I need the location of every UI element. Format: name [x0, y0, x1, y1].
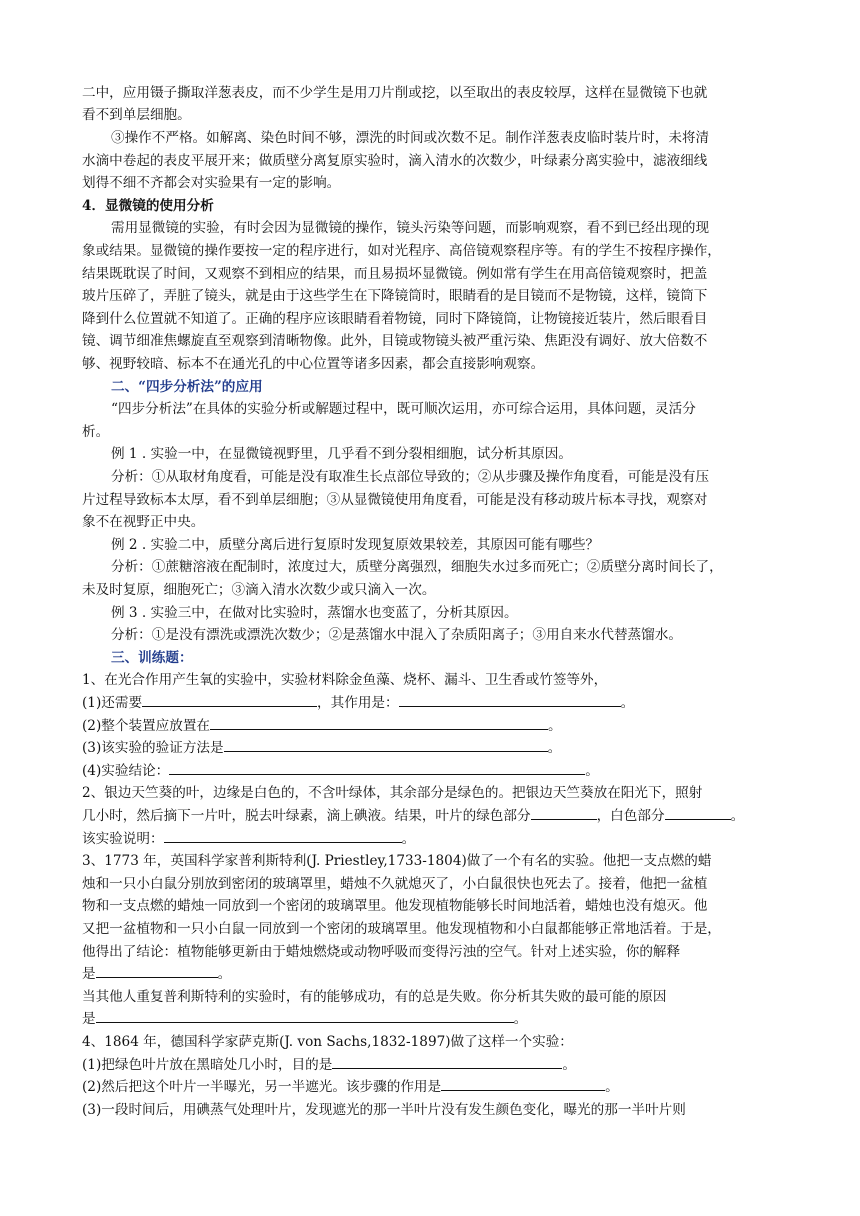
- text-line: 片过程导致标本太厚，看不到单层细胞；③从显微镜使用角度看，可能是没有移动玻片标本寻找，观察对: [82, 492, 708, 508]
- question-line: 几小时，然后摘下一片叶，脱去叶绿素，滴上碘液。结果，叶片的绿色部分 ，白色部分 。: [82, 805, 782, 828]
- question-line: 当其他人重复普利斯特利的实验时，有的能够成功，有的总是失败。你分析其失败的最可能的原因: [82, 989, 667, 1005]
- question-line: (1)把绿色叶片放在黑暗处几小时，目的是 。: [82, 1054, 782, 1077]
- question-line: 1、在光合作用产生氧的实验中，实验材料除金鱼藻、烧杯、漏斗、卫生香或竹签等外，: [82, 672, 608, 688]
- text-line: “四步分析法”在具体的实验分析或解题过程中，既可顺次运用，亦可综合运用，具体问题，灵活分: [111, 401, 696, 417]
- text-line: 象或结果。显微镜的操作要按一定的程序进行，如对光程序、高倍镜观察程序等。有的学生不按程序操作，: [82, 243, 721, 259]
- text-line: ③操作不严格。如解离、染色时间不够，漂洗的时间或次数不足。制作洋葱表皮临时装片时，未将清: [111, 130, 710, 146]
- question-line: 2、银边天竺葵的叶，边缘是白色的，不含叶绿体，其余部分是绿色的。把银边天竺葵放在阳光下，照射: [82, 785, 703, 801]
- text-line: 划得不细不齐都会对实验果有一定的影响。: [82, 175, 341, 191]
- text-line: 二中，应用镊子撕取洋葱表皮，而不少学生是用刀片削或挖，以至取出的表皮较厚，这样在显微镜下也就: [82, 85, 708, 101]
- example-line: 例 3 . 实验三中，在做对比实验时，蒸馏水也变蓝了，分析其原因。: [111, 605, 518, 621]
- section-heading: 二、“四步分析法”的应用: [111, 379, 263, 395]
- answer-blank[interactable]: [169, 760, 585, 775]
- section-heading: 三、训练题：: [111, 650, 193, 666]
- question-line: 又把一盆植物和一只小白鼠一同放到一个密闭的玻璃罩里。他发现植物和小白鼠都能够正常地活着。于是，: [82, 921, 721, 937]
- text-line: 结果既耽误了时间，又观察不到相应的结果，而且易损坏显微镜。例如常有学生在用高倍镜观察时，把盖: [82, 266, 708, 282]
- text-line: 降到什么位置就不知道了。正确的程序应该眼睛看着物镜，同时下降镜筒，让物镜接近装片，然后眼看目: [82, 311, 708, 327]
- question-line: 烛和一只小白鼠分别放到密闭的玻璃罩里，蜡烛不久就熄灭了，小白鼠很快也死去了。接着，他把一盆植: [82, 876, 708, 892]
- question-line: 物和一支点燃的蜡烛一同放到一个密闭的玻璃罩里。他发现植物能够长时间地活着，蜡烛也没有熄灭。他: [82, 898, 708, 914]
- answer-blank[interactable]: [142, 692, 317, 707]
- question-line: 他得出了结论：植物能够更新由于蜡烛燃烧或动物呼吸而变得污浊的空气。针对上述实验，你的解释: [82, 944, 681, 960]
- text-line: 看不到单层细胞。: [82, 107, 191, 123]
- text-line: 析。: [82, 424, 110, 440]
- question-line: (3)一段时间后，用碘蒸气处理叶片，发现遮光的那一半叶片没有发生颜色变化，曝光的那一半叶片则: [82, 1102, 686, 1118]
- answer-blank[interactable]: [399, 692, 621, 707]
- question-line: 3、1773 年，英国科学家普利斯特利(J. Priestley,1733-1804)做了一个有名的实验。他把一支点燃的蜡: [82, 853, 712, 869]
- text-line: 需用显微镜的实验，有时会因为显微镜的操作，镜头污染等问题，而影响观察，看不到已经出现的现: [111, 220, 710, 236]
- answer-blank[interactable]: [332, 1054, 562, 1069]
- question-line: (1)还需要 ，其作用是： 。: [82, 692, 782, 715]
- answer-blank[interactable]: [96, 1008, 514, 1023]
- answer-blank[interactable]: [665, 805, 731, 820]
- question-line: 是 。: [82, 1008, 782, 1031]
- answer-blank[interactable]: [224, 737, 548, 752]
- question-line: (2)整个装置应放置在 。: [82, 715, 782, 738]
- text-line: 镜、调节细准焦螺旋直至观察到清晰物像。此外，目镜或物镜头被严重污染、焦距没有调好、放大倍数不: [82, 333, 708, 349]
- question-line: (2)然后把这个叶片一半曝光，另一半遮光。该步骤的作用是 。: [82, 1076, 782, 1099]
- section-heading: 4．显微镜的使用分析: [82, 198, 214, 214]
- answer-blank[interactable]: [164, 828, 402, 843]
- question-line: (4)实验结论： 。: [82, 760, 782, 783]
- question-line: 4、1864 年，德国科学家萨克斯(J. von Sachs,1832-1897)做了这样一个实验：: [82, 1034, 573, 1050]
- answer-blank[interactable]: [96, 963, 218, 978]
- text-line: 分析：①蔗糖溶液在配制时，浓度过大，质壁分离强烈，细胞失水过多而死亡；②质壁分离时间长了，: [111, 559, 723, 575]
- text-line: 玻片压碎了，弄脏了镜头，就是由于这些学生在下降镜筒时，眼睛看的是目镜而不是物镜，这样，镜筒下: [82, 288, 708, 304]
- text-line: 分析：①从取材角度看，可能是没有取准生长点部位导致的；②从步骤及操作角度看，可能是没有压: [111, 469, 710, 485]
- answer-blank[interactable]: [441, 1076, 605, 1091]
- question-line: 该实验说明： 。: [82, 828, 782, 851]
- text-line: 分析：①是没有漂洗或漂洗次数少；②是蒸馏水中混入了杂质阳离子；③用自来水代替蒸馏水。: [111, 627, 682, 643]
- example-line: 例 1 . 实验一中，在显微镜视野里，几乎看不到分裂相细胞，试分析其原因。: [111, 446, 572, 462]
- question-line: 是 。: [82, 963, 782, 986]
- text-line: 水滴中卷起的表皮平展开来；做质壁分离复原实验时，滴入清水的次数少，叶绿素分离实验中，滤液细线: [82, 153, 708, 169]
- answer-blank[interactable]: [531, 805, 597, 820]
- example-line: 例 2 . 实验二中，质壁分离后进行复原时发现复原效果较差，其原因可能有哪些？: [111, 537, 600, 553]
- text-line: 未及时复原，细胞死亡；③滴入清水次数少或只滴入一次。: [82, 582, 436, 598]
- text-line: 够、视野较暗、标本不在通光孔的中心位置等诸多因素，都会直接影响观察。: [82, 356, 545, 372]
- question-line: (3)该实验的验证方法是 。: [82, 737, 782, 760]
- answer-blank[interactable]: [210, 715, 548, 730]
- text-line: 象不在视野正中央。: [82, 514, 205, 530]
